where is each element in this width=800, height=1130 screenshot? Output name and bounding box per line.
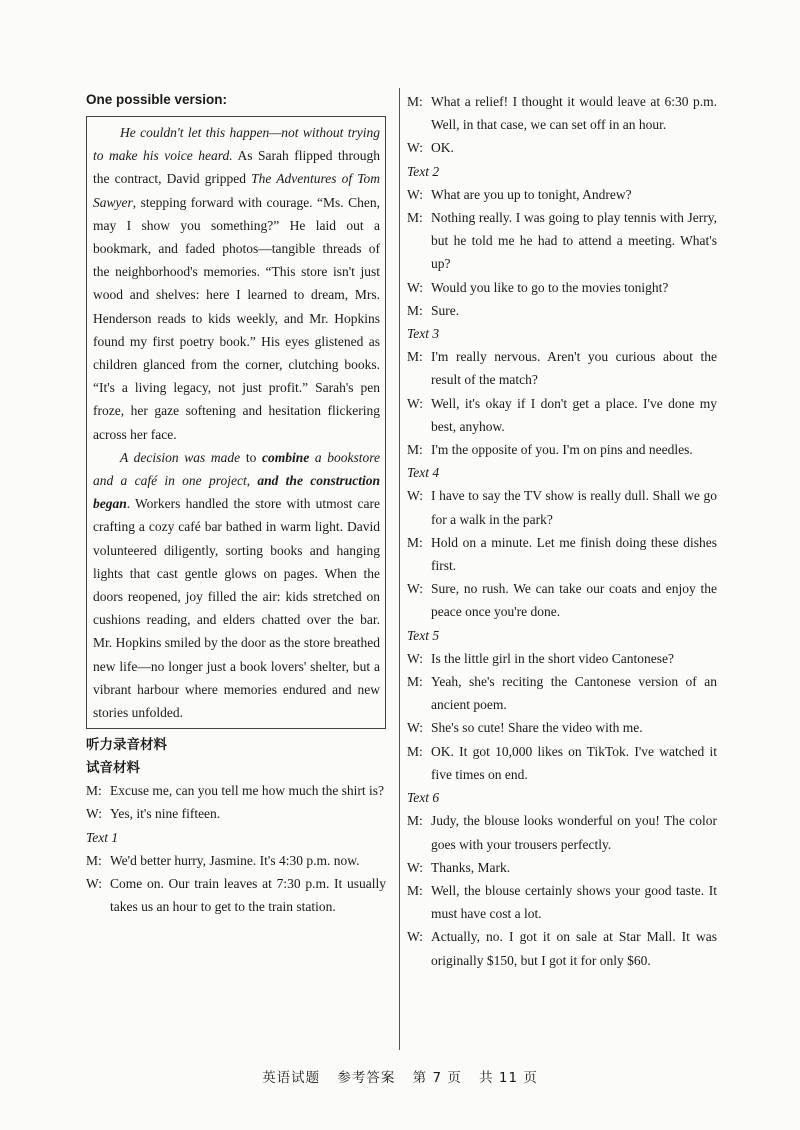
speaker-label: W: bbox=[407, 279, 423, 295]
dialogue-text: Thanks, Mark. bbox=[431, 859, 511, 875]
dialogue-text: Is the little girl in the short video Cantonese? bbox=[431, 650, 674, 666]
column-divider bbox=[399, 88, 400, 1050]
dialogue-line bbox=[407, 809, 717, 855]
essay-p2-b: to bbox=[240, 449, 262, 465]
dialogue-text: What are you up to tonight, Andrew? bbox=[431, 186, 632, 202]
dialogue-line bbox=[86, 779, 386, 802]
essay-p1-italic: He couldn't let this happen—not without trying to make his voice heard. bbox=[93, 125, 380, 164]
text-label: Text 2 bbox=[407, 163, 440, 179]
dialogue-text: Would you like to go to the movies tonight? bbox=[431, 279, 669, 295]
trial-heading: 试音材料 bbox=[86, 760, 140, 776]
dialogue-line bbox=[86, 872, 386, 918]
text-label: Text 3 bbox=[407, 326, 440, 342]
text-label: Text 4 bbox=[407, 465, 440, 481]
essay-paragraph-1 bbox=[93, 121, 380, 446]
dialogue-text: She's so cute! Share the video with me. bbox=[431, 720, 643, 736]
dialogue-line bbox=[407, 647, 717, 670]
listening-heading: 听力录音材料 bbox=[86, 737, 167, 753]
dialogue-line bbox=[407, 206, 717, 276]
text-label: Text 1 bbox=[86, 829, 119, 845]
essay-p1-text: As Sarah flipped through the contract, David gripped bbox=[93, 148, 380, 187]
dialogue-text: Hold on a minute. Let me finish doing these dishes first. bbox=[431, 534, 717, 574]
dialogue-line bbox=[407, 670, 717, 716]
dialogue-line bbox=[86, 802, 386, 825]
speaker-label: M: bbox=[407, 302, 423, 318]
dialogue-line bbox=[407, 299, 717, 322]
speaker-label: M: bbox=[407, 882, 423, 898]
speaker-label: M: bbox=[407, 210, 423, 226]
speaker-label: M: bbox=[407, 442, 423, 458]
speaker-label: W: bbox=[86, 876, 102, 892]
speaker-label: W: bbox=[407, 140, 423, 156]
dialogue-line bbox=[407, 276, 717, 299]
dialogue-text: Excuse me, can you tell me how much the shirt is? bbox=[110, 783, 385, 799]
dialogue-line bbox=[86, 849, 386, 872]
dialogue-line bbox=[407, 438, 717, 461]
essay-box bbox=[86, 116, 386, 729]
dialogue-line bbox=[407, 183, 717, 206]
dialogue-line bbox=[407, 136, 717, 159]
dialogue-text: What a relief! I thought it would leave at 6:30 p.m. Well, in that case, we can set off in an hour. bbox=[431, 94, 717, 133]
dialogue-text: I'm really nervous. Aren't you curious about the result of the match? bbox=[431, 349, 717, 388]
dialogue-text: Nothing really. I was going to play tennis with Jerry, but he told me he had to attend a meeting. What's up? bbox=[431, 210, 717, 272]
left-column bbox=[86, 90, 386, 919]
page-footer bbox=[0, 1066, 800, 1086]
dialogue-line bbox=[407, 577, 717, 623]
dialogue-text: Well, it's okay if I don't get a place. I've done my best, anyhow. bbox=[431, 395, 717, 434]
essay-p2-f: and the construction began bbox=[93, 473, 380, 512]
dialogue-line bbox=[407, 90, 717, 136]
speaker-label: M: bbox=[407, 674, 423, 690]
dialogue-text: OK. bbox=[431, 140, 454, 156]
book-title: The Adventures of Tom Sawyer bbox=[93, 171, 380, 210]
dialogue-line bbox=[407, 716, 717, 739]
speaker-label: M: bbox=[86, 852, 102, 868]
dialogue-text: Come on. Our train leaves at 7:30 p.m. It usually takes us an hour to get to the train station. bbox=[110, 876, 386, 915]
dialogue-text: Well, the blouse certainly shows your good taste. It must have cost a lot. bbox=[431, 882, 717, 922]
dialogue-line bbox=[407, 856, 717, 879]
dialogue-line bbox=[407, 484, 717, 530]
right-column bbox=[407, 90, 717, 972]
dialogue-text: We'd better hurry, Jasmine. It's 4:30 p.m. now. bbox=[110, 852, 360, 868]
speaker-label: M: bbox=[407, 349, 423, 365]
essay-heading: One possible version: bbox=[86, 92, 228, 107]
speaker-label: W: bbox=[86, 806, 102, 822]
right-dialogue bbox=[407, 90, 717, 972]
speaker-label: W: bbox=[407, 186, 423, 202]
footer-total: 共 11 页 bbox=[479, 1070, 538, 1086]
left-dialogue bbox=[86, 779, 386, 918]
speaker-label: W: bbox=[407, 720, 423, 736]
essay-paragraph-2 bbox=[93, 446, 380, 724]
speaker-label: W: bbox=[407, 859, 423, 875]
dialogue-text: I'm the opposite of you. I'm on pins and needles. bbox=[431, 442, 693, 458]
dialogue-line bbox=[407, 531, 717, 577]
dialogue-line bbox=[407, 925, 717, 971]
speaker-label: W: bbox=[407, 929, 423, 945]
dialogue-text: Yeah, she's reciting the Cantonese version of an ancient poem. bbox=[431, 674, 717, 713]
dialogue-line bbox=[407, 345, 717, 391]
dialogue-line bbox=[407, 392, 717, 438]
dialogue-text: I have to say the TV show is really dull. Shall we go for a walk in the park? bbox=[431, 488, 717, 527]
speaker-label: W: bbox=[407, 488, 423, 504]
speaker-label: W: bbox=[407, 581, 423, 597]
footer-answer: 参考答案 bbox=[337, 1070, 396, 1086]
text-label: Text 6 bbox=[407, 790, 440, 806]
dialogue-text: OK. It got 10,000 likes on TikTok. I've watched it five times on end. bbox=[431, 743, 717, 782]
footer-page: 第 7 页 bbox=[412, 1070, 462, 1086]
essay-p2-c: combine bbox=[261, 449, 310, 465]
dialogue-text: Actually, no. I got it on sale at Star Mall. It was originally $150, but I got it for only $60. bbox=[431, 929, 717, 968]
speaker-label: W: bbox=[407, 650, 423, 666]
speaker-label: M: bbox=[407, 534, 423, 550]
essay-p2-a: A decision was made bbox=[120, 449, 241, 465]
footer-subject: 英语试题 bbox=[262, 1070, 321, 1086]
dialogue-line bbox=[407, 879, 717, 925]
speaker-label: M: bbox=[407, 94, 423, 109]
dialogue-text: Sure. bbox=[431, 302, 460, 318]
text-label: Text 5 bbox=[407, 627, 440, 643]
essay-p2-d: a bookstore and a café in one project bbox=[93, 449, 380, 489]
speaker-label: W: bbox=[407, 395, 423, 411]
speaker-label: M: bbox=[407, 743, 423, 759]
essay-p2-e: , bbox=[246, 473, 258, 489]
essay-p1-end: , stepping forward with courage. “Ms. Chen, may I show you something?” He laid out a bookmark, and faded photos—tangible threads of the neighborhood's memories. “This store isn't just wood and shelves: here I learned to dream, Mrs. Henderson reads to kids weekly, and Mr. Hopkins found my first poetry book.” His eyes glistened as children glanced from the corner, clutching books. “It's a living legacy, not just profit.” Sarah's pen froze, her gaze softening and hesitation flickering across her face. bbox=[93, 194, 380, 442]
essay-p2-end: . Workers handled the store with utmost care crafting a cozy café bar bathed in warm light. David volunteered diligently, sorting books and hanging lights that cast gentle glows on pages. When the doors reopened, joy filled the air: kids stretched on cushions reading, and elders chatted over the bar. Mr. Hopkins smiled by the door as the store breathed new life—no longer just a book lovers' shelter, but a vibrant harbour where memories endured and new stories unfolded. bbox=[93, 496, 380, 721]
dialogue-text: Yes, it's nine fifteen. bbox=[110, 806, 221, 822]
speaker-label: M: bbox=[86, 783, 102, 799]
dialogue-line bbox=[407, 740, 717, 786]
dialogue-text: Judy, the blouse looks wonderful on you! The color goes with your trousers perfectly. bbox=[431, 813, 717, 852]
dialogue-text: Sure, no rush. We can take our coats and enjoy the peace once you're done. bbox=[431, 581, 717, 620]
speaker-label: M: bbox=[407, 813, 423, 829]
